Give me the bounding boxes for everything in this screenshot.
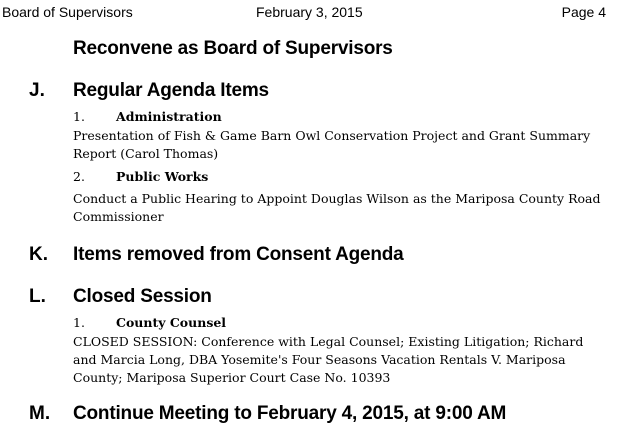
section-title: Closed Session xyxy=(73,286,212,307)
section-letter: K. xyxy=(29,244,48,265)
item-description: Conduct a Public Hearing to Appoint Douglas Wilson as the Mariposa County Road Commissioner xyxy=(73,191,601,224)
item-description: CLOSED SESSION: Conference with Legal Counsel; Existing Litigation; Richard and Marcia Long, DBA Yosemite's Four Seasons Vacation Rentals V. Mariposa County; Mariposa Superior Court Case No. 10393 xyxy=(73,334,584,385)
item-number: 1. xyxy=(73,109,85,124)
section-title: Regular Agenda Items xyxy=(73,80,269,101)
section-letter: L. xyxy=(29,286,46,307)
item-number: 2. xyxy=(73,169,85,184)
header-date: February 3, 2015 xyxy=(256,4,363,20)
item-title: Public Works xyxy=(116,169,209,184)
section-letter: M. xyxy=(29,403,51,424)
item-description: Presentation of Fish & Game Barn Owl Conservation Project and Grant Summary Report (Carol Thomas) xyxy=(73,128,591,161)
section-title: Items removed from Consent Agenda xyxy=(73,244,404,265)
item-title: Administration xyxy=(116,109,222,124)
header-page-number: Page 4 xyxy=(561,4,606,20)
item-title: County Counsel xyxy=(116,315,227,330)
section-title: Continue Meeting to February 4, 2015, at 9:00 AM xyxy=(73,403,507,424)
item-number: 1. xyxy=(73,315,85,330)
section-letter: J. xyxy=(29,80,45,101)
header-board-name: Board of Supervisors xyxy=(2,4,133,20)
reconvene-heading: Reconvene as Board of Supervisors xyxy=(73,38,393,59)
